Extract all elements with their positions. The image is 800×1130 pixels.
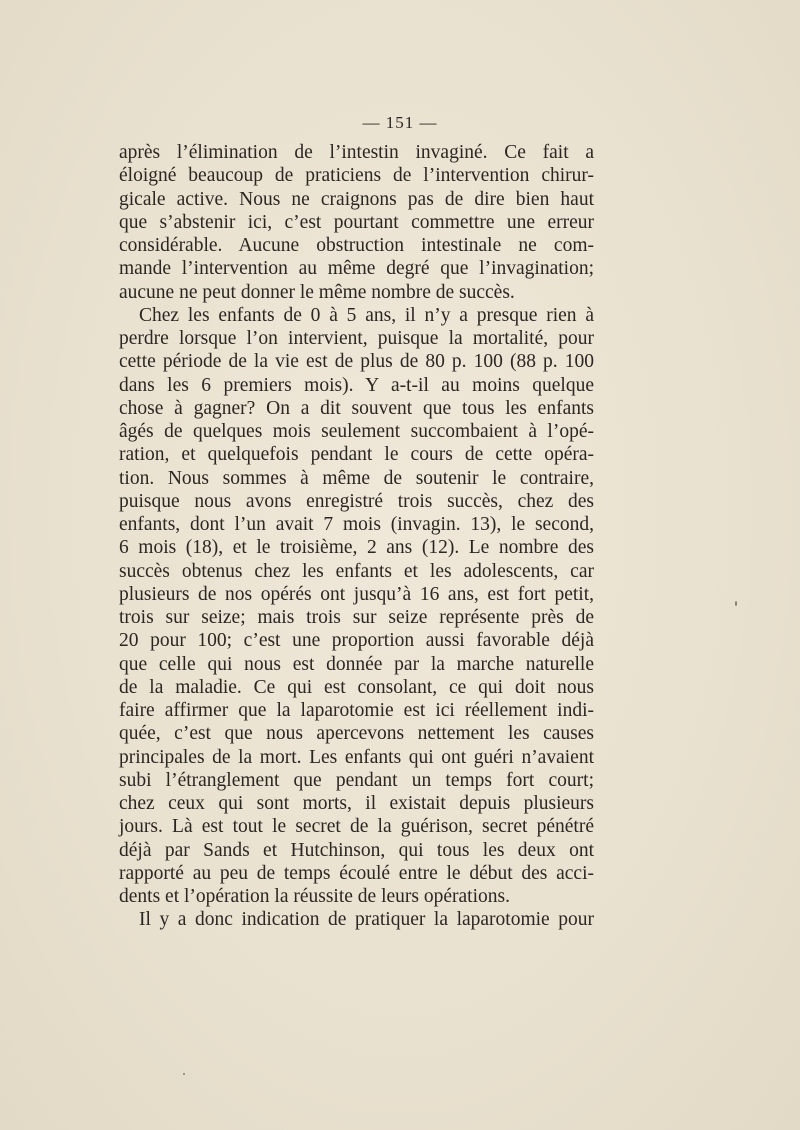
page-number: — 151 — [362, 113, 438, 132]
paper-speck [735, 601, 737, 606]
text-line: succès obtenus chez les enfants et les adolescents, car [119, 560, 594, 582]
paper-speck [183, 1073, 185, 1075]
text-line: 20 pour 100; c’est une proportion aussi favorable déjà [119, 630, 594, 652]
text-line: puisque nous avons enregistré trois succès, chez des [119, 490, 594, 512]
text-line: subi l’étranglement que pendant un temps fort court; [119, 769, 594, 791]
text-line: jours. Là est tout le secret de la guérison, secret pénétré [119, 816, 594, 838]
text-line: après l’élimination de l’intestin invaginé. Ce fait a [119, 142, 594, 163]
text-line: enfants, dont l’un avait 7 mois (invagin. 13), le second, [119, 514, 594, 535]
text-line: plusieurs de nos opérés ont jusqu’à 16 ans, est fort petit, [119, 583, 594, 605]
text-line: tion. Nous sommes à même de soutenir le contraire, [119, 467, 594, 489]
text-line: gicale active. Nous ne craignons pas de dire bien haut [119, 188, 594, 210]
text-line: faire affirmer que la laparotomie est ici réellement indi- [119, 700, 594, 721]
body-text [119, 141, 594, 932]
text-line: considérable. Aucune obstruction intestinale ne com- [119, 235, 594, 256]
text-line: mande l’intervention au même degré que l’invagination; [119, 258, 594, 280]
text-line: dents et l’opération la réussite de leurs opérations. [119, 886, 510, 907]
text-line: de la maladie. Ce qui est consolant, ce qui doit nous [119, 676, 594, 698]
text-line: perdre lorsque l’on intervient, puisque la mortalité, pour [119, 328, 594, 349]
text-line: éloigné beaucoup de praticiens de l’intervention chirur- [119, 165, 594, 187]
text-line: que s’abstenir ici, c’est pourtant commettre une erreur [119, 211, 594, 233]
text-line: trois sur seize; mais trois sur seize représente près de [119, 607, 594, 628]
text-line: principales de la mort. Les enfants qui ont guéri n’avaient [119, 746, 594, 768]
text-line: déjà par Sands et Hutchinson, qui tous les deux ont [119, 839, 594, 861]
text-line: quée, c’est que nous apercevons nettement les causes [119, 723, 594, 745]
text-line: Chez les enfants de 0 à 5 ans, il n’y a presque rien à [139, 304, 594, 326]
text-line: âgés de quelques mois seulement succombaient à l’opé- [119, 421, 594, 442]
text-line: chez ceux qui sont morts, il existait depuis plusieurs [119, 793, 594, 814]
text-line: que celle qui nous est donnée par la marche naturelle [119, 653, 594, 675]
text-line: rapporté au peu de temps écoulé entre le début des acci- [119, 862, 594, 884]
text-line: dans les 6 premiers mois). Y a-t-il au moins quelque [119, 374, 594, 396]
text-line: ration, et quelquefois pendant le cours de cette opéra- [119, 444, 594, 466]
text-line: 6 mois (18), et le troisième, 2 ans (12). Le nombre des [119, 537, 594, 559]
text-line: cette période de la vie est de plus de 80 p. 100 (88 p. 100 [119, 351, 594, 373]
text-line: chose à gagner? On a dit souvent que tous les enfants [119, 397, 594, 419]
text-line: Il y a donc indication de pratiquer la laparotomie pour [139, 909, 594, 931]
text-line: aucune ne peut donner le même nombre de succès. [119, 281, 515, 303]
